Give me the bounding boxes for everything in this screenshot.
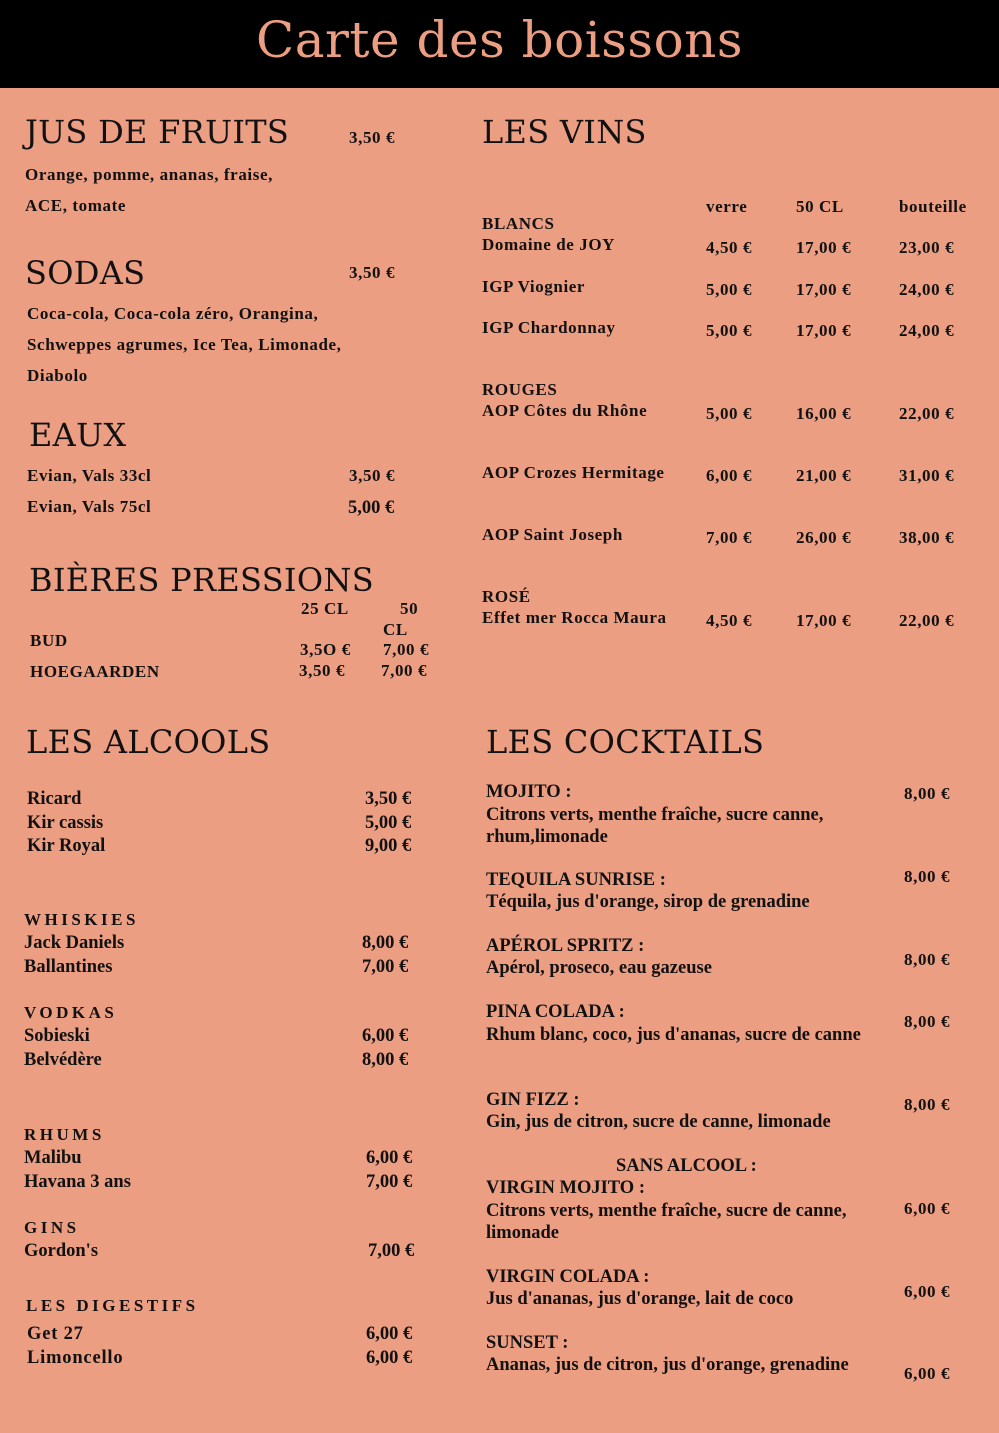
sodas-line: Diabolo bbox=[27, 366, 88, 385]
cocktail-price: 8,00 € bbox=[904, 1012, 951, 1031]
aperitifs-prices bbox=[365, 788, 411, 859]
bieres-price-25: 3,50 € bbox=[299, 661, 346, 680]
cocktail-price: 8,00 € bbox=[904, 950, 951, 969]
vin-price-bouteille: 22,00 € bbox=[899, 611, 955, 630]
vin-price-bouteille: 23,00 € bbox=[899, 238, 955, 257]
vin-price-verre: 4,50 € bbox=[706, 611, 753, 630]
vin-price-verre: 5,00 € bbox=[706, 280, 753, 299]
alcool-name: Gordon's bbox=[24, 1241, 99, 1261]
vin-name: Effet mer Rocca Maura bbox=[482, 608, 667, 627]
vin-price-50cl: 26,00 € bbox=[796, 528, 852, 547]
rhums-prices bbox=[366, 1147, 412, 1194]
vin-name: AOP Côtes du Rhône bbox=[482, 401, 648, 420]
vins-col-verre: verre bbox=[706, 197, 748, 216]
alcool-price: 6,00 € bbox=[366, 1347, 413, 1368]
vin-name: IGP Chardonnay bbox=[482, 318, 616, 337]
cocktail-price: 8,00 € bbox=[904, 867, 951, 886]
alcool-name: Get 27 bbox=[27, 1324, 84, 1344]
vins-category-blancs: BLANCS bbox=[482, 214, 555, 233]
eaux-item-price: 5,00 € bbox=[348, 498, 395, 518]
cocktail-price: 6,00 € bbox=[904, 1199, 951, 1218]
vin-price-50cl: 17,00 € bbox=[796, 611, 852, 630]
cocktails-heading: LES COCKTAILS bbox=[486, 723, 765, 761]
bieres-item-name: BUD bbox=[30, 631, 68, 650]
eaux-item-name: Evian, Vals 75cl bbox=[27, 497, 152, 516]
cocktail-description: Ananas, jus de citron, jus d'orange, grenadine bbox=[486, 1355, 849, 1375]
vin-price-bouteille: 24,00 € bbox=[899, 321, 955, 340]
vins-heading: LES VINS bbox=[482, 113, 647, 151]
vin-price-verre: 5,00 € bbox=[706, 321, 753, 340]
vins-col-50cl: 50 CL bbox=[796, 197, 844, 216]
bieres-price-50: 7,00 € bbox=[383, 640, 430, 659]
eaux-item-name: Evian, Vals 33cl bbox=[27, 466, 152, 485]
vins-col-bouteille: bouteille bbox=[899, 197, 967, 216]
alcool-name: Ricard bbox=[27, 789, 82, 809]
cocktail-description: Jus d'ananas, jus d'orange, lait de coco bbox=[486, 1289, 794, 1309]
cocktail-name: VIRGIN MOJITO : bbox=[486, 1178, 645, 1198]
digestifs-label: LES DIGESTIFS bbox=[26, 1296, 199, 1315]
gins-label: GINS bbox=[24, 1218, 80, 1237]
bieres-price-25: 3,5O € bbox=[300, 640, 351, 659]
alcool-name: Belvédère bbox=[24, 1049, 102, 1070]
alcool-name: Limoncello bbox=[27, 1347, 124, 1368]
bieres-item-name: HOEGAARDEN bbox=[30, 662, 160, 681]
cocktail-description: Téquila, jus d'orange, sirop de grenadine bbox=[486, 892, 810, 912]
alcool-name: Malibu bbox=[24, 1148, 82, 1168]
bieres-col-25cl: 25 CL bbox=[301, 599, 349, 618]
vins-category-rose: ROSÉ bbox=[482, 587, 531, 606]
bieres-price-50: 7,00 € bbox=[381, 661, 428, 680]
vin-price-verre: 6,00 € bbox=[706, 466, 753, 485]
alcool-price: 8,00 € bbox=[362, 933, 409, 953]
sodas-line: Schweppes agrumes, Ice Tea, Limonade, bbox=[27, 335, 342, 354]
jus-price: 3,50 € bbox=[349, 128, 396, 147]
vin-price-verre: 4,50 € bbox=[706, 238, 753, 257]
vin-price-50cl: 17,00 € bbox=[796, 238, 852, 257]
vodkas-label: VODKAS bbox=[24, 1003, 118, 1022]
vodkas-prices bbox=[362, 1025, 408, 1072]
alcool-price: 6,00 € bbox=[362, 1026, 409, 1046]
cocktail-description: Citrons verts, menthe fraîche, sucre canne, rhum,limonade bbox=[486, 805, 824, 847]
sans-alcool-label: SANS ALCOOL : bbox=[616, 1156, 757, 1176]
vin-price-bouteille: 38,00 € bbox=[899, 528, 955, 547]
alcool-name: Jack Daniels bbox=[24, 933, 125, 953]
digestifs-names bbox=[27, 1323, 123, 1370]
whiskies-label: WHISKIES bbox=[24, 910, 139, 929]
cocktail-name: MOJITO : bbox=[486, 782, 572, 802]
alcool-name: Havana 3 ans bbox=[24, 1171, 131, 1192]
alcool-price: 3,50 € bbox=[365, 789, 412, 809]
cocktail-description: Citrons verts, menthe fraîche, sucre de canne, limonade bbox=[486, 1201, 856, 1243]
sodas-price: 3,50 € bbox=[349, 263, 396, 282]
jus-line: ACE, tomate bbox=[25, 196, 127, 215]
vin-price-bouteille: 22,00 € bbox=[899, 404, 955, 423]
vin-price-50cl: 21,00 € bbox=[796, 466, 852, 485]
cocktail-name: VIRGIN COLADA : bbox=[486, 1267, 650, 1287]
vodkas-names bbox=[24, 1025, 102, 1072]
cocktail-description: Apérol, proseco, eau gazeuse bbox=[486, 958, 712, 978]
cocktail-name: PINA COLADA : bbox=[486, 1002, 625, 1022]
whiskies-prices bbox=[362, 932, 408, 979]
menu-header bbox=[0, 0, 999, 88]
cocktail-price: 6,00 € bbox=[904, 1364, 951, 1383]
cocktail-description: Rhum blanc, coco, jus d'ananas, sucre de canne bbox=[486, 1025, 861, 1045]
vin-price-verre: 5,00 € bbox=[706, 404, 753, 423]
vin-name: IGP Viognier bbox=[482, 277, 586, 296]
page-title: Carte des boissons bbox=[255, 11, 744, 69]
vin-price-verre: 7,00 € bbox=[706, 528, 753, 547]
alcool-name: Kir Royal bbox=[27, 836, 106, 856]
alcool-price: 7,00 € bbox=[362, 956, 409, 977]
digestifs-prices bbox=[366, 1323, 412, 1370]
alcools-heading: LES ALCOOLS bbox=[26, 723, 271, 761]
cocktail-name: APÉROL SPRITZ : bbox=[486, 936, 645, 956]
jus-heading: JUS DE FRUITS bbox=[25, 113, 290, 151]
whiskies-names bbox=[24, 932, 124, 979]
bieres-col-50: 50 bbox=[400, 599, 419, 618]
alcool-name: Kir cassis bbox=[27, 812, 104, 833]
alcool-price: 7,00 € bbox=[368, 1241, 415, 1261]
cocktail-price: 8,00 € bbox=[904, 784, 951, 803]
alcool-price: 6,00 € bbox=[366, 1324, 413, 1344]
cocktail-price: 8,00 € bbox=[904, 1095, 951, 1114]
alcool-price: 8,00 € bbox=[362, 1049, 409, 1070]
eaux-heading: EAUX bbox=[29, 416, 127, 454]
cocktail-name: SUNSET : bbox=[486, 1333, 569, 1353]
aperitifs-names bbox=[27, 788, 105, 859]
sodas-heading: SODAS bbox=[25, 254, 146, 292]
vin-name: AOP Crozes Hermitage bbox=[482, 463, 665, 482]
vins-category-rouges: ROUGES bbox=[482, 380, 558, 399]
eaux-item-price: 3,50 € bbox=[349, 466, 396, 485]
alcool-price: 7,00 € bbox=[366, 1171, 413, 1192]
vin-price-50cl: 16,00 € bbox=[796, 404, 852, 423]
alcool-price: 5,00 € bbox=[365, 812, 412, 833]
alcool-name: Ballantines bbox=[24, 956, 113, 977]
vin-name: Domaine de JOY bbox=[482, 235, 616, 254]
rhums-names bbox=[24, 1147, 131, 1194]
bieres-heading: BIÈRES PRESSIONS bbox=[29, 561, 374, 599]
alcool-name: Sobieski bbox=[24, 1026, 90, 1046]
jus-description bbox=[25, 159, 273, 221]
vin-name: AOP Saint Joseph bbox=[482, 525, 623, 544]
sodas-description bbox=[27, 298, 342, 391]
vin-price-bouteille: 24,00 € bbox=[899, 280, 955, 299]
vin-price-bouteille: 31,00 € bbox=[899, 466, 955, 485]
cocktail-price: 6,00 € bbox=[904, 1282, 951, 1301]
alcool-price: 9,00 € bbox=[365, 836, 412, 856]
bieres-col-cl: CL bbox=[383, 620, 408, 639]
cocktail-description: Gin, jus de citron, sucre de canne, limonade bbox=[486, 1112, 831, 1132]
alcool-price: 6,00 € bbox=[366, 1148, 413, 1168]
jus-line: Orange, pomme, ananas, fraise, bbox=[25, 165, 273, 184]
cocktail-name: TEQUILA SUNRISE : bbox=[486, 870, 666, 890]
sodas-line: Coca-cola, Coca-cola zéro, Orangina, bbox=[27, 304, 319, 323]
vin-price-50cl: 17,00 € bbox=[796, 321, 852, 340]
cocktail-name: GIN FIZZ : bbox=[486, 1090, 580, 1110]
vin-price-50cl: 17,00 € bbox=[796, 280, 852, 299]
rhums-label: RHUMS bbox=[24, 1125, 105, 1144]
